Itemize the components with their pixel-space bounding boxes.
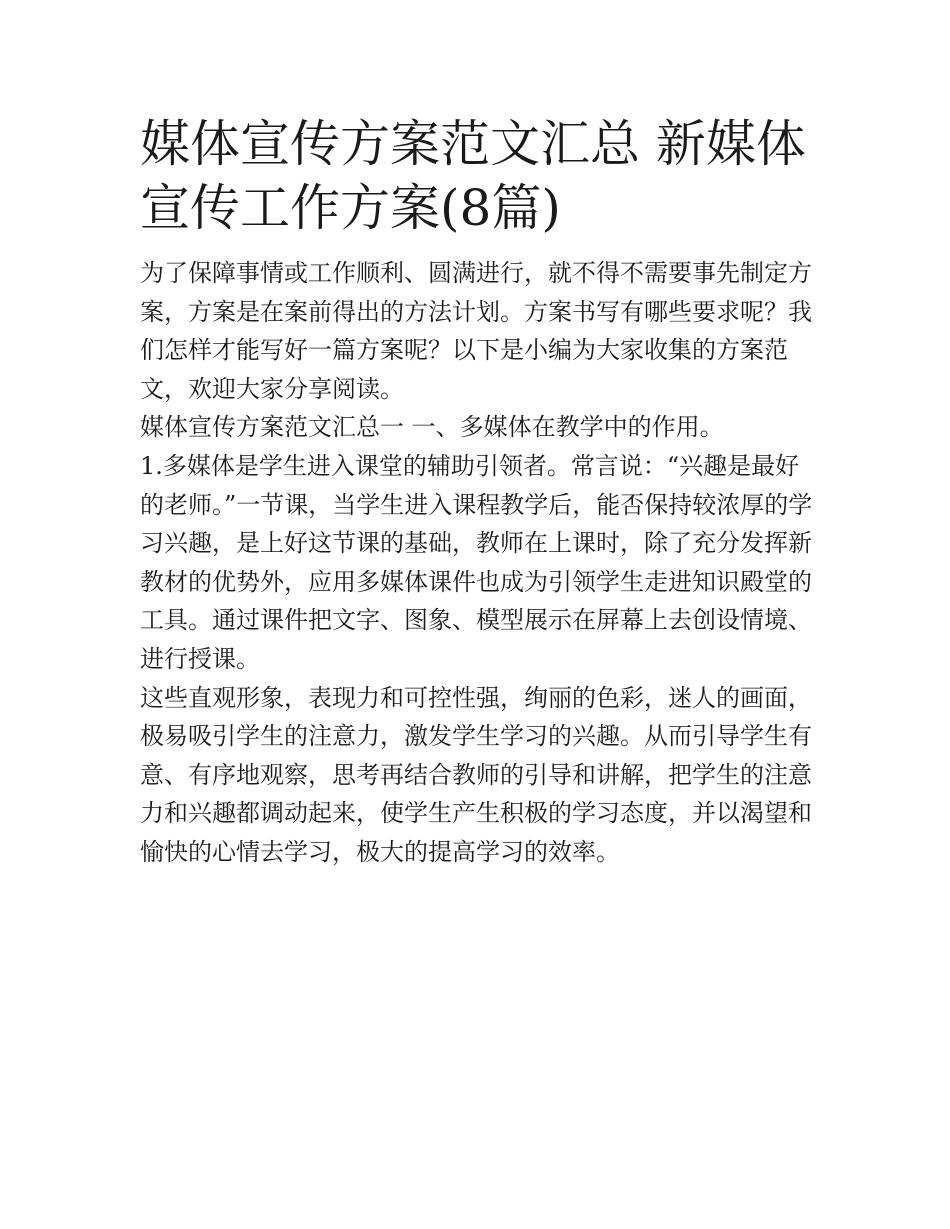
document-title: 媒体宣传方案范文汇总 新媒体宣传工作方案(8篇): [140, 115, 806, 237]
document-page: [140, 112, 815, 872]
body-paragraph-1: 1.多媒体是学生进入课堂的辅助引领者。常言说：“兴趣是最好的老师。”一节课，当学生进入课程教学后，能否保持较浓厚的学习兴趣，是上好这节课的基础，教师在上课时，除了充分发挥新教材的优势外，应用多媒体课件也成为引领学生走进知识殿堂的工具。通过课件把文字、图象、模型展示在屏幕上去创设情境、进行授课。: [140, 451, 813, 673]
intro-paragraph: 为了保障事情或工作顺利、圆满进行，就不得不需要事先制定方案，方案是在案前得出的方法计划。方案书写有哪些要求呢？我们怎样才能写好一篇方案呢？以下是小编为大家收集的方案范文，欢迎大家分享阅读。: [140, 259, 812, 403]
body-paragraph-2: 这些直观形象，表现力和可控性强，绚丽的色彩，迷人的画面，极易吸引学生的注意力，激发学生学习的兴趣。从而引导学生有意、有序地观察，思考再结合教师的引导和讲解，把学生的注意力和兴趣都调动起来，使学生产生积极的学习态度，并以渴望和愉快的心情去学习，极大的提高学习的效率。: [140, 683, 812, 866]
section-heading-paragraph: 媒体宣传方案范文汇总一 一、多媒体在教学中的作用。: [140, 413, 724, 442]
